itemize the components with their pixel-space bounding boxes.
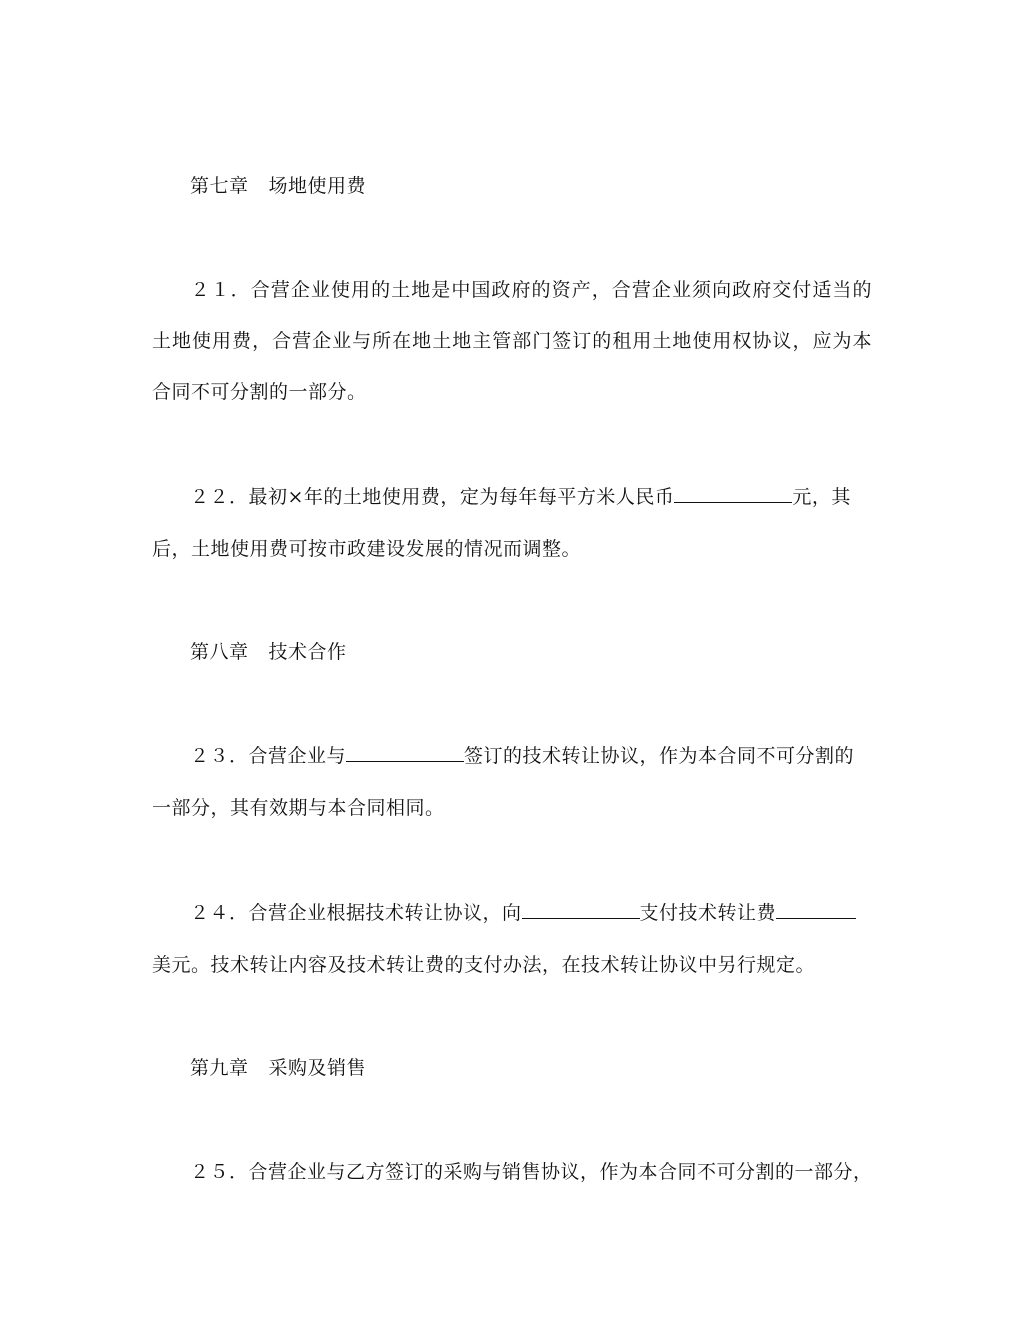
land-fee-blank <box>674 484 792 503</box>
article-21-line-3: 合同不可分割的一部分。 <box>152 381 367 403</box>
article-24-line-1: ２４．合营企业根据技术转让协议，向 支付技术转让费 <box>152 899 872 927</box>
article-21-line-1: ２１．合营企业使用的土地是中国政府的资产，合营企业须向政府交付适当的 <box>190 279 872 301</box>
article-24-line-2: 美元。技术转让内容及技术转让费的支付办法，在技术转让协议中另行规定。 <box>152 954 816 976</box>
chapter-8-number: 第八章 <box>190 641 249 663</box>
article-25-line-1: ２５．合营企业与乙方签订的采购与销售协议，作为本合同不可分割的一部分， <box>190 1161 873 1183</box>
transfer-fee-blank <box>776 900 856 919</box>
chapter-7-title: 场地使用费 <box>268 175 367 197</box>
chapter-9-heading <box>190 1054 366 1082</box>
chapter-9-number: 第九章 <box>190 1057 249 1079</box>
chapter-8-title: 技术合作 <box>268 641 347 663</box>
article-22-line-1: ２２．最初×年的土地使用费，定为每年每平方米人民币 元，其 <box>190 486 851 508</box>
technology-party-blank <box>346 743 464 762</box>
article-22-line-2: 后，土地使用费可按市政建设发展的情况而调整。 <box>152 538 582 560</box>
chapter-7-number: 第七章 <box>190 175 249 197</box>
chapter-9-title: 采购及销售 <box>268 1057 367 1079</box>
chapter-7-heading <box>190 172 366 200</box>
article-23-line-2: 一部分，其有效期与本合同相同。 <box>152 797 445 819</box>
article-21-line-2: 土地使用费，合营企业与所在地土地主管部门签订的租用土地使用权协议，应为本 <box>152 330 872 352</box>
article-23-line-1: ２３．合营企业与 签订的技术转让协议，作为本合同不可分割的 <box>190 745 855 767</box>
chapter-8-heading <box>190 638 347 666</box>
payee-blank <box>522 900 640 919</box>
